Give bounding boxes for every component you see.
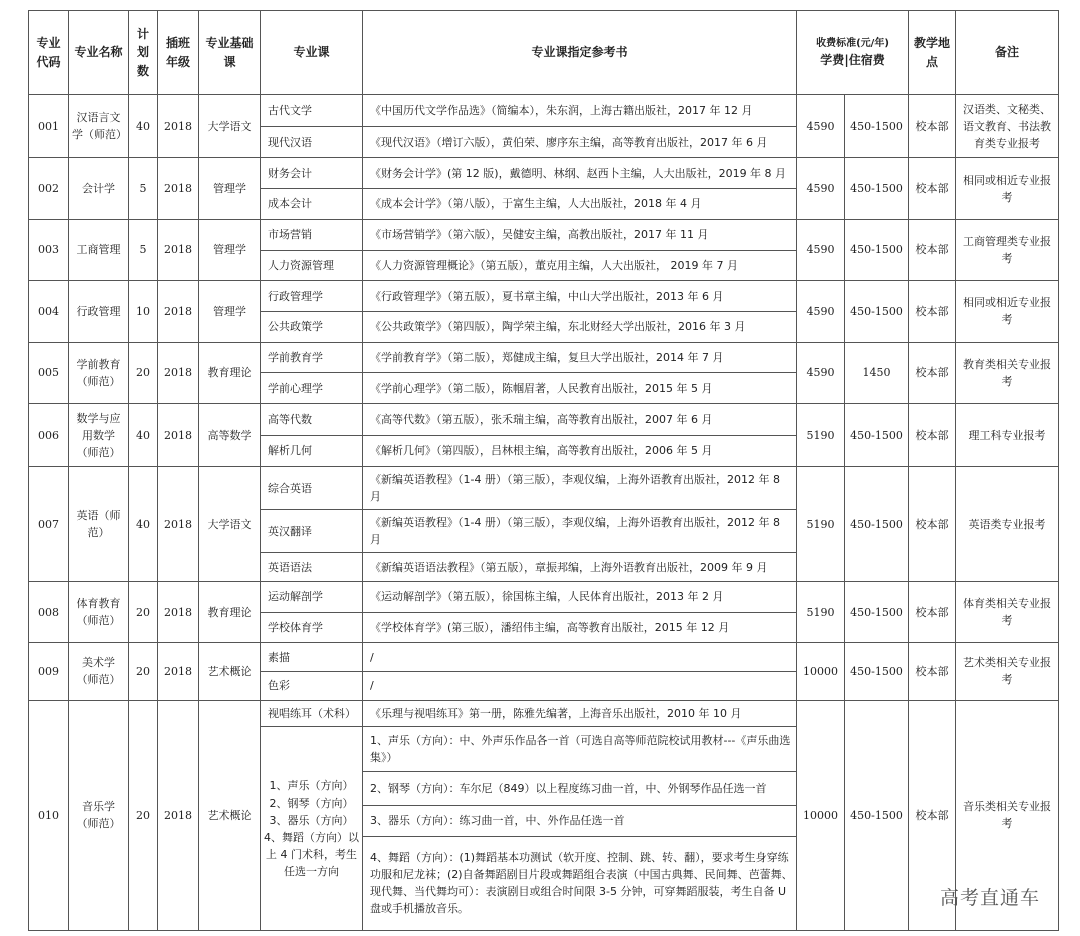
reference-book: 《新编英语教程》（1-4 册）（第三版），李观仪编，上海外语教育出版社，2012 年 8 月 — [363, 510, 797, 553]
major-code: 010 — [29, 700, 69, 930]
tuition-fee: 5190 — [797, 581, 845, 642]
reference-book: 《学校体育学》(第三版），潘绍伟主编，高等教育出版社，2015 年 12 月 — [363, 612, 797, 643]
reference-book: 1、声乐（方向）：中、外声乐作品各一首（可选自高等师范院校试用教材---《声乐曲选集》） — [363, 727, 797, 772]
table-row — [29, 643, 1059, 672]
table-row — [29, 281, 1059, 312]
teaching-place: 校本部 — [909, 281, 956, 342]
table-row — [29, 467, 1059, 510]
course-name: 1、声乐（方向）2、钢琴（方向）3、器乐（方向）4、舞蹈（方向）以上 4 门术科，考生任选一方向 — [261, 727, 363, 931]
course-name: 现代汉语 — [261, 126, 363, 158]
table-body — [29, 95, 1059, 931]
reference-book: 《公共政策学》（第四版），陶学荣主编，东北财经大学出版社，2016 年 3 月 — [363, 311, 797, 342]
reference-book: 2、钢琴（方向）：车尔尼（849）以上程度练习曲一首，中、外钢琴作品任选一首 — [363, 772, 797, 806]
header-fee — [797, 11, 909, 95]
base-course: 管理学 — [199, 281, 261, 342]
course-name: 人力资源管理 — [261, 250, 363, 281]
base-course: 大学语文 — [199, 95, 261, 158]
grade: 2018 — [158, 643, 199, 700]
header-course: 专业课 — [261, 11, 363, 95]
course-name: 高等代数 — [261, 403, 363, 435]
header-books: 专业课指定参考书 — [363, 11, 797, 95]
reference-book: 《学前心理学》（第二版），陈帼眉著，人民教育出版社，2015 年 5 月 — [363, 373, 797, 404]
tuition-fee: 4590 — [797, 219, 845, 280]
major-name: 美术学（师范） — [69, 643, 129, 700]
major-name: 英语（师范） — [69, 467, 129, 582]
header-code: 专业代码 — [29, 11, 69, 95]
reference-book: / — [363, 671, 797, 700]
reference-book: 《人力资源管理概论》（第五版），董克用主编，人大出版社， 2019 年 7 月 — [363, 250, 797, 281]
major-code: 005 — [29, 342, 69, 403]
course-name: 运动解剖学 — [261, 581, 363, 612]
teaching-place: 校本部 — [909, 467, 956, 582]
reference-book: 《高等代数》（第五版），张禾瑞主编，高等教育出版社，2007 年 6 月 — [363, 403, 797, 435]
plan-count: 40 — [129, 95, 158, 158]
header-tuition: 学费 — [820, 52, 845, 67]
course-name: 学前教育学 — [261, 342, 363, 373]
teaching-place: 校本部 — [909, 95, 956, 158]
course-name: 财务会计 — [261, 158, 363, 189]
reference-book: 《现代汉语》（增订六版），黄伯荣、廖序东主编，高等教育出版社，2017 年 6 月 — [363, 126, 797, 158]
course-name: 视唱练耳（术科） — [261, 700, 363, 727]
teaching-place: 校本部 — [909, 219, 956, 280]
plan-count: 20 — [129, 643, 158, 700]
reference-book: 《解析几何》（第四版），吕林根主编，高等教育出版社，2006 年 5 月 — [363, 435, 797, 467]
base-course: 艺术概论 — [199, 643, 261, 700]
grade: 2018 — [158, 219, 199, 280]
lodging-fee: 1450 — [845, 342, 909, 403]
grade: 2018 — [158, 158, 199, 219]
teaching-place: 校本部 — [909, 158, 956, 219]
course-name: 古代文学 — [261, 95, 363, 127]
header-name: 专业名称 — [69, 11, 129, 95]
course-name: 市场营销 — [261, 219, 363, 250]
major-code: 007 — [29, 467, 69, 582]
plan-count: 40 — [129, 403, 158, 466]
grade: 2018 — [158, 700, 199, 930]
header-lodging: 住宿费 — [848, 52, 885, 67]
major-name: 体育教育（师范） — [69, 581, 129, 642]
reference-book: 《市场营销学》（第六版），吴健安主编，高教出版社，2017 年 11 月 — [363, 219, 797, 250]
lodging-fee: 450-1500 — [845, 700, 909, 930]
grade: 2018 — [158, 342, 199, 403]
course-name: 学前心理学 — [261, 373, 363, 404]
lodging-fee: 450-1500 — [845, 281, 909, 342]
tuition-fee: 4590 — [797, 158, 845, 219]
reference-book: 《中国历代文学作品选》（简编本），朱东润，上海古籍出版社，2017 年 12 月 — [363, 95, 797, 127]
course-name: 成本会计 — [261, 189, 363, 220]
reference-book: 《成本会计学》（第八版），于富生主编，人大出版社，2018 年 4 月 — [363, 189, 797, 220]
admission-table — [28, 10, 1059, 931]
plan-count: 20 — [129, 342, 158, 403]
header-sep: | — [844, 52, 849, 67]
table-row — [29, 403, 1059, 435]
remark: 工商管理类专业报考 — [956, 219, 1059, 280]
reference-book: 《运动解剖学》（第五版），徐国栋主编，人民体育出版社，2013 年 2 月 — [363, 581, 797, 612]
course-name: 素描 — [261, 643, 363, 672]
grade: 2018 — [158, 281, 199, 342]
course-name: 公共政策学 — [261, 311, 363, 342]
remark: 相同或相近专业报考 — [956, 281, 1059, 342]
base-course: 管理学 — [199, 219, 261, 280]
plan-count: 5 — [129, 158, 158, 219]
plan-count: 5 — [129, 219, 158, 280]
remark: 英语类专业报考 — [956, 467, 1059, 582]
major-name: 学前教育（师范） — [69, 342, 129, 403]
major-name: 音乐学（师范） — [69, 700, 129, 930]
major-name: 汉语言文学（师范） — [69, 95, 129, 158]
major-code: 008 — [29, 581, 69, 642]
course-name: 英语语法 — [261, 553, 363, 582]
major-code: 004 — [29, 281, 69, 342]
major-name: 行政管理 — [69, 281, 129, 342]
reference-book: 《财务会计学》(第 12 版)，戴德明、林纲、赵西卜主编，人大出版社，2019 年 8 月 — [363, 158, 797, 189]
plan-count: 20 — [129, 700, 158, 930]
header-fee-title: 收费标准(元/年) — [816, 37, 889, 49]
header-plan: 计划数 — [129, 11, 158, 95]
table-row — [29, 342, 1059, 373]
remark: 教育类相关专业报考 — [956, 342, 1059, 403]
major-code: 003 — [29, 219, 69, 280]
major-name: 工商管理 — [69, 219, 129, 280]
grade: 2018 — [158, 403, 199, 466]
lodging-fee: 450-1500 — [845, 158, 909, 219]
teaching-place: 校本部 — [909, 342, 956, 403]
reference-book: 4、舞蹈（方向）：(1)舞蹈基本功测试（软开度、控制、跳、转、翻），要求考生身穿练功服和尼龙袜；(2)自备舞蹈剧目片段或舞蹈组合表演（中国古典舞、民间舞、芭蕾舞、现代舞、当代舞均可）：表演剧目或组合时间限 3-5 分钟，可穿舞蹈服装，考生自备 U 盘或手机播放音乐。 — [363, 836, 797, 930]
course-name: 色彩 — [261, 671, 363, 700]
lodging-fee: 450-1500 — [845, 95, 909, 158]
table-row — [29, 158, 1059, 189]
course-name: 行政管理学 — [261, 281, 363, 312]
reference-book: 《学前教育学》（第二版），郑健成主编，复旦大学出版社，2014 年 7 月 — [363, 342, 797, 373]
teaching-place: 校本部 — [909, 700, 956, 930]
course-name: 解析几何 — [261, 435, 363, 467]
base-course: 艺术概论 — [199, 700, 261, 930]
lodging-fee: 450-1500 — [845, 643, 909, 700]
major-name: 数学与应用数学（师范） — [69, 403, 129, 466]
remark: 相同或相近专业报考 — [956, 158, 1059, 219]
major-code: 002 — [29, 158, 69, 219]
grade: 2018 — [158, 467, 199, 582]
remark: 汉语类、文秘类、语文教育、书法教育类专业报考 — [956, 95, 1059, 158]
header-grade: 插班年级 — [158, 11, 199, 95]
table-row — [29, 219, 1059, 250]
plan-count: 10 — [129, 281, 158, 342]
table-row — [29, 581, 1059, 612]
base-course: 管理学 — [199, 158, 261, 219]
major-name: 会计学 — [69, 158, 129, 219]
reference-book: 《乐理与视唱练耳》第一册，陈雅先编著，上海音乐出版社，2010 年 10 月 — [363, 700, 797, 727]
tuition-fee: 4590 — [797, 342, 845, 403]
remark: 体育类相关专业报考 — [956, 581, 1059, 642]
base-course: 高等数学 — [199, 403, 261, 466]
tuition-fee: 4590 — [797, 281, 845, 342]
tuition-fee: 4590 — [797, 95, 845, 158]
reference-book: 《行政管理学》（第五版），夏书章主编，中山大学出版社，2013 年 6 月 — [363, 281, 797, 312]
base-course: 教育理论 — [199, 342, 261, 403]
major-code: 009 — [29, 643, 69, 700]
grade: 2018 — [158, 581, 199, 642]
teaching-place: 校本部 — [909, 403, 956, 466]
remark: 音乐类相关专业报考 — [956, 700, 1059, 930]
header-note: 备注 — [956, 11, 1059, 95]
tuition-fee: 10000 — [797, 700, 845, 930]
teaching-place: 校本部 — [909, 581, 956, 642]
major-code: 001 — [29, 95, 69, 158]
plan-count: 40 — [129, 467, 158, 582]
teaching-place: 校本部 — [909, 643, 956, 700]
tuition-fee: 5190 — [797, 403, 845, 466]
remark: 理工科专业报考 — [956, 403, 1059, 466]
grade: 2018 — [158, 95, 199, 158]
remark: 艺术类相关专业报考 — [956, 643, 1059, 700]
lodging-fee: 450-1500 — [845, 403, 909, 466]
course-name: 学校体育学 — [261, 612, 363, 643]
reference-book: 《新编英语语法教程》（第五版），章振邦编，上海外语教育出版社，2009 年 9 月 — [363, 553, 797, 582]
tuition-fee: 5190 — [797, 467, 845, 582]
reference-book: 3、器乐（方向）：练习曲一首，中、外作品任选一首 — [363, 805, 797, 836]
tuition-fee: 10000 — [797, 643, 845, 700]
base-course: 大学语文 — [199, 467, 261, 582]
major-code: 006 — [29, 403, 69, 466]
lodging-fee: 450-1500 — [845, 219, 909, 280]
plan-count: 20 — [129, 581, 158, 642]
header-place: 教学地点 — [909, 11, 956, 95]
base-course: 教育理论 — [199, 581, 261, 642]
reference-book: / — [363, 643, 797, 672]
course-name: 英汉翻译 — [261, 510, 363, 553]
header-base: 专业基础课 — [199, 11, 261, 95]
reference-book: 《新编英语教程》（1-4 册）（第三版），李观仪编，上海外语教育出版社，2012 年 8 月 — [363, 467, 797, 510]
table-row — [29, 700, 1059, 727]
watermark: 高考直通车 — [940, 887, 1041, 909]
lodging-fee: 450-1500 — [845, 467, 909, 582]
table-row — [29, 95, 1059, 127]
course-name: 综合英语 — [261, 467, 363, 510]
lodging-fee: 450-1500 — [845, 581, 909, 642]
header-row — [29, 11, 1059, 95]
